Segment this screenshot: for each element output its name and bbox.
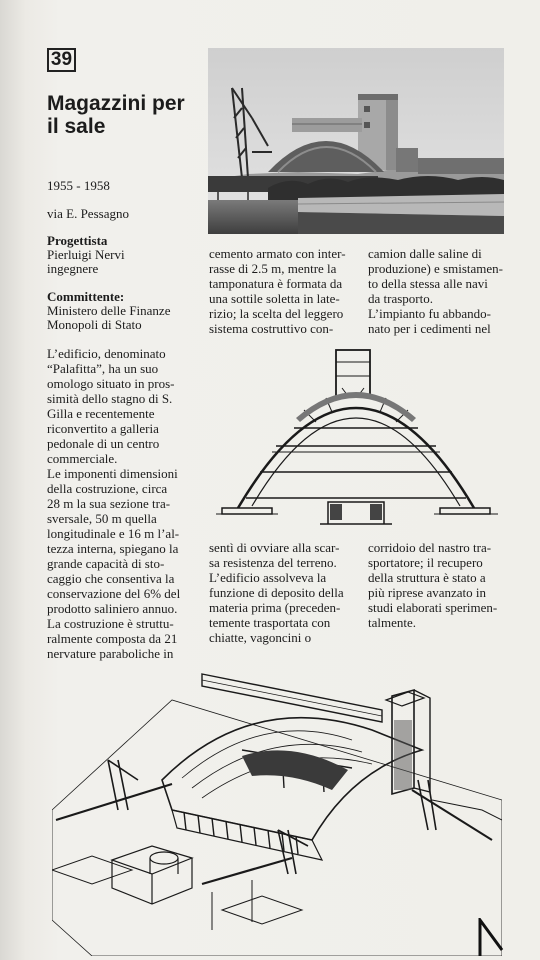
text-line: più riprese avanzato in bbox=[368, 585, 487, 600]
client-label: Committente: bbox=[47, 289, 125, 304]
body-column-1 bbox=[47, 346, 205, 661]
text-line: cemento armato con inter- bbox=[209, 246, 346, 261]
text-line: prodotto saliniero annuo. bbox=[47, 601, 178, 616]
text-line: La costruzione è struttu- bbox=[47, 616, 174, 631]
text-line: materia prima (preceden- bbox=[209, 600, 341, 615]
text-line: sportatore; il recupero bbox=[368, 555, 483, 570]
warehouse-photograph bbox=[208, 48, 504, 234]
body-column-3-bottom bbox=[368, 540, 508, 630]
text-line: riconvertito a galleria bbox=[47, 421, 159, 436]
client-line: Monopoli di Stato bbox=[47, 317, 142, 332]
text-line: tamponatura è formata da bbox=[209, 276, 343, 291]
text-line: pedonale di un centro bbox=[47, 436, 160, 451]
text-line: L’edificio, denominato bbox=[47, 346, 166, 361]
text-line: commerciale. bbox=[47, 451, 118, 466]
text-line: rasse di 2.5 m, mentre la bbox=[209, 261, 337, 276]
client-name bbox=[47, 304, 170, 332]
text-line: sistema costruttivo con- bbox=[209, 321, 334, 336]
text-line: rizio; la scelta del leggero bbox=[209, 306, 344, 321]
cross-section-drawing bbox=[216, 348, 498, 530]
body-column-3-top bbox=[368, 246, 508, 336]
title-line-2: il sale bbox=[47, 115, 106, 138]
text-line: L’edificio assolveva la bbox=[209, 570, 327, 585]
text-line: “Palafitta”, ha un suo bbox=[47, 361, 159, 376]
text-line: sa resistenza del terreno. bbox=[209, 555, 337, 570]
entry-number-badge: 39 bbox=[47, 48, 76, 72]
text-line: temente trasportata con bbox=[209, 615, 331, 630]
text-line: 28 m la sua sezione tra- bbox=[47, 496, 171, 511]
corner-arrow-icon bbox=[478, 918, 504, 956]
text-line: camion dalle saline di bbox=[368, 246, 482, 261]
text-line: longitudinale e 16 m l’al- bbox=[47, 526, 180, 541]
text-line: L’impianto fu abbando- bbox=[368, 306, 491, 321]
text-line: caggio che consentiva la bbox=[47, 571, 175, 586]
text-line: omologo situato in pros- bbox=[47, 376, 175, 391]
designer-line: Pierluigi Nervi bbox=[47, 247, 125, 262]
construction-dates: 1955 - 1958 bbox=[47, 178, 110, 193]
text-line: to della stessa alle navi bbox=[368, 276, 488, 291]
designer-label: Progettista bbox=[47, 233, 108, 248]
text-line: grande capacità di sto- bbox=[47, 556, 165, 571]
text-line: da trasporto. bbox=[368, 291, 433, 306]
body-column-2-top bbox=[209, 246, 349, 336]
body-column-2-bottom bbox=[209, 540, 349, 645]
text-line: funzione di deposito della bbox=[209, 585, 344, 600]
text-line: ralmente composta da 21 bbox=[47, 631, 178, 646]
text-line: produzione) e smistamen- bbox=[368, 261, 504, 276]
text-line: sversale, 50 m quella bbox=[47, 511, 157, 526]
axonometric-drawing bbox=[52, 660, 502, 956]
text-line: nato per i cedimenti nel bbox=[368, 321, 491, 336]
designer-line: ingegnere bbox=[47, 261, 99, 276]
text-line: Gilla e recentemente bbox=[47, 406, 155, 421]
page-title bbox=[47, 92, 197, 138]
title-line-1: Magazzini per bbox=[47, 92, 185, 115]
client-line: Ministero delle Finanze bbox=[47, 303, 171, 318]
designer-name bbox=[47, 248, 125, 276]
text-line: talmente. bbox=[368, 615, 417, 630]
text-line: studi elaborati sperimen- bbox=[368, 600, 498, 615]
text-line: tezza interna, spiegano la bbox=[47, 541, 179, 556]
text-line: della struttura è stato a bbox=[368, 570, 486, 585]
text-line: sentì di ovviare alla scar- bbox=[209, 540, 340, 555]
text-line: simità dello stagno di S. bbox=[47, 391, 173, 406]
text-line: Le imponenti dimensioni bbox=[47, 466, 178, 481]
text-line: chiatte, vagoncini o bbox=[209, 630, 312, 645]
text-line: nervature paraboliche in bbox=[47, 646, 174, 661]
text-line: conservazione del 6% del bbox=[47, 586, 181, 601]
text-line: corridoio del nastro tra- bbox=[368, 540, 492, 555]
text-line: una sottile soletta in late- bbox=[209, 291, 340, 306]
text-line: della costruzione, circa bbox=[47, 481, 168, 496]
address: via E. Pessagno bbox=[47, 206, 129, 221]
